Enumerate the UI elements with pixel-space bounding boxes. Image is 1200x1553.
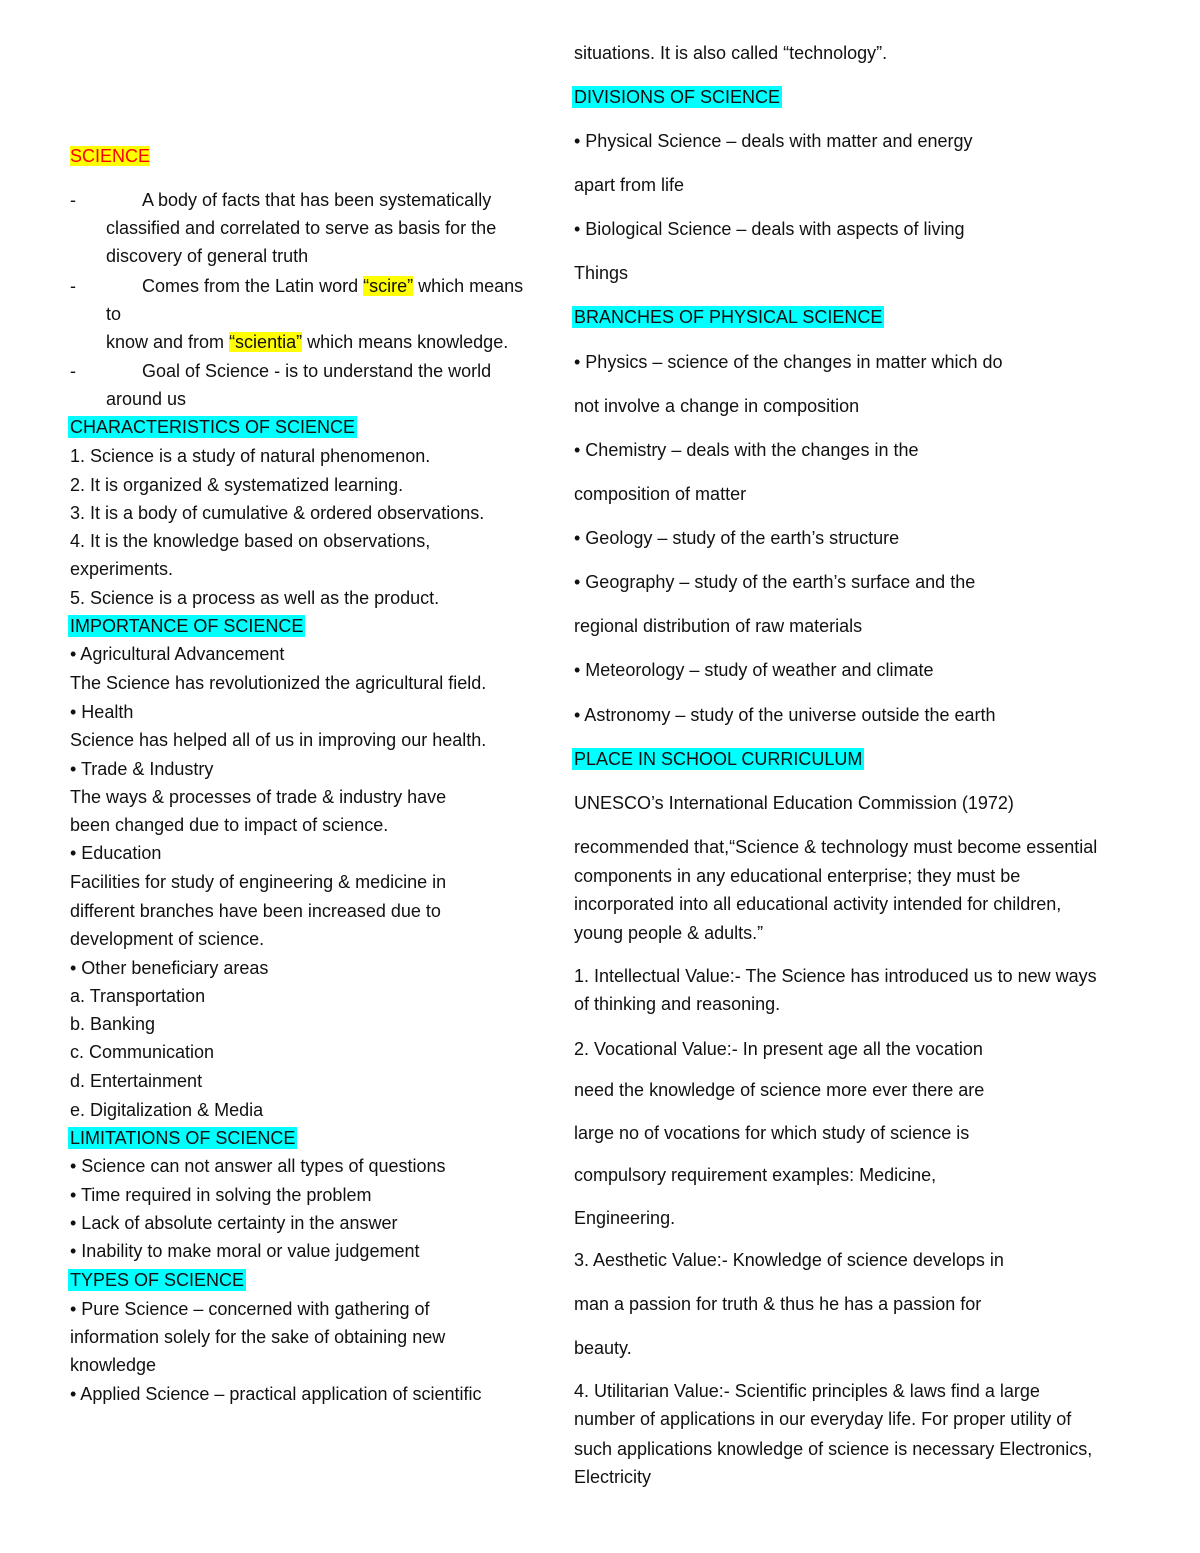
definition-line — [70, 187, 491, 213]
list-item: • Geology – study of the earth’s structure — [574, 528, 900, 548]
etymology-text: which means — [413, 276, 524, 296]
list-item: • Physics – science of the changes in matter which do — [574, 352, 1003, 372]
list-item: • Other beneficiary areas — [70, 958, 269, 978]
list-item: • Trade & Industry — [70, 759, 214, 779]
section-heading: PLACE IN SCHOOL CURRICULUM — [574, 749, 863, 769]
paragraph-line: situations. It is also called “technology”. — [574, 43, 888, 63]
list-item: Facilities for study of engineering & medicine in — [70, 872, 447, 892]
list-item: regional distribution of raw materials — [574, 616, 863, 636]
list-dash: - — [70, 361, 76, 381]
highlighted-word-scientia: “scientia” — [229, 332, 303, 352]
importance-heading — [70, 613, 305, 639]
paragraph-line: recommended that,“Science & technology must become essential — [574, 837, 1098, 857]
science-title-text: SCIENCE — [70, 146, 151, 166]
etymology-line — [106, 329, 508, 355]
list-item: Science has helped all of us in improving our health. — [70, 730, 487, 750]
section-heading: BRANCHES OF PHYSICAL SCIENCE — [574, 307, 883, 327]
definition-text: classified and correlated to serve as basis for the — [106, 218, 497, 238]
list-item: • Education — [70, 843, 162, 863]
list-item: • Health — [70, 702, 134, 722]
list-dash: - — [70, 276, 76, 296]
paragraph-line: number of applications in our everyday life. For proper utility of — [574, 1409, 1072, 1429]
list-item: The ways & processes of trade & industry have — [70, 787, 447, 807]
paragraph-line: Electricity — [574, 1467, 652, 1487]
list-item: • Lack of absolute certainty in the answer — [70, 1213, 398, 1233]
list-item: • Pure Science – concerned with gathering of — [70, 1299, 430, 1319]
list-item: 5. Science is a process as well as the product. — [70, 588, 440, 608]
branches-heading — [574, 304, 884, 330]
paragraph-line: man a passion for truth & thus he has a passion for — [574, 1294, 982, 1314]
paragraph-line: incorporated into all educational activity intended for children, — [574, 894, 1062, 914]
science-title — [70, 143, 150, 169]
paragraph-line: large no of vocations for which study of science is — [574, 1123, 970, 1143]
list-item: 2. It is organized & systematized learning. — [70, 475, 404, 495]
list-item: b. Banking — [70, 1014, 156, 1034]
list-item: development of science. — [70, 929, 265, 949]
paragraph-line: such applications knowledge of science is necessary Electronics, — [574, 1439, 1093, 1459]
list-item: • Biological Science – deals with aspects of living — [574, 219, 965, 239]
paragraph-line: 3. Aesthetic Value:- Knowledge of science develops in — [574, 1250, 1004, 1270]
section-heading: DIVISIONS OF SCIENCE — [574, 87, 781, 107]
list-item: experiments. — [70, 559, 174, 579]
list-item: 3. It is a body of cumulative & ordered observations. — [70, 503, 485, 523]
list-item: been changed due to impact of science. — [70, 815, 389, 835]
goal-text: Goal of Science - is to understand the world — [142, 361, 492, 381]
list-item: not involve a change in composition — [574, 396, 860, 416]
list-item: Things — [574, 263, 629, 283]
list-item: different branches have been increased due to — [70, 901, 441, 921]
paragraph-line: 2. Vocational Value:- In present age all the vocation — [574, 1039, 983, 1059]
list-item: • Applied Science – practical application of scientific — [70, 1384, 482, 1404]
list-item: c. Communication — [70, 1042, 215, 1062]
list-item: knowledge — [70, 1355, 157, 1375]
paragraph-line: young people & adults.” — [574, 923, 764, 943]
etymology-line — [70, 273, 523, 299]
section-heading: TYPES OF SCIENCE — [70, 1270, 245, 1290]
paragraph-line: beauty. — [574, 1338, 632, 1358]
highlighted-word-scire: “scire” — [363, 276, 414, 296]
paragraph-line: components in any educational enterprise; they must be — [574, 866, 1021, 886]
section-heading: CHARACTERISTICS OF SCIENCE — [70, 417, 356, 437]
divisions-heading — [574, 84, 782, 110]
goal-line — [70, 358, 491, 384]
list-item: • Chemistry – deals with the changes in the — [574, 440, 919, 460]
list-item: The Science has revolutionized the agricultural field. — [70, 673, 487, 693]
list-item: • Agricultural Advancement — [70, 644, 285, 664]
paragraph-line: 1. Intellectual Value:- The Science has introduced us to new ways — [574, 966, 1097, 986]
list-item: • Time required in solving the problem — [70, 1185, 372, 1205]
list-item: • Science can not answer all types of questions — [70, 1156, 446, 1176]
etymology-text: to — [106, 304, 122, 324]
characteristics-heading — [70, 414, 357, 440]
etymology-text: Comes from the Latin word — [142, 276, 364, 296]
list-item: a. Transportation — [70, 986, 206, 1006]
paragraph-line: need the knowledge of science more ever there are — [574, 1080, 985, 1100]
list-item: 1. Science is a study of natural phenomenon. — [70, 446, 431, 466]
etymology-text: which means knowledge. — [302, 332, 509, 352]
types-heading — [70, 1267, 246, 1293]
section-heading: LIMITATIONS OF SCIENCE — [70, 1128, 296, 1148]
list-item: • Meteorology – study of weather and climate — [574, 660, 934, 680]
list-item: • Astronomy – study of the universe outside the earth — [574, 705, 996, 725]
paragraph-line: compulsory requirement examples: Medicine, — [574, 1165, 937, 1185]
paragraph-line: Engineering. — [574, 1208, 676, 1228]
list-dash: - — [70, 190, 76, 210]
list-item: e. Digitalization & Media — [70, 1100, 264, 1120]
section-heading: IMPORTANCE OF SCIENCE — [70, 616, 304, 636]
list-item: 4. It is the knowledge based on observations, — [70, 531, 431, 551]
list-item: information solely for the sake of obtaining new — [70, 1327, 446, 1347]
list-item: composition of matter — [574, 484, 747, 504]
definition-text: A body of facts that has been systematically — [142, 190, 492, 210]
list-item: d. Entertainment — [70, 1071, 203, 1091]
etymology-text: know and from — [106, 332, 230, 352]
list-item: • Physical Science – deals with matter and energy — [574, 131, 973, 151]
list-item: • Inability to make moral or value judgement — [70, 1241, 420, 1261]
goal-text: around us — [106, 389, 187, 409]
list-item: • Geography – study of the earth’s surface and the — [574, 572, 976, 592]
paragraph-line: 4. Utilitarian Value:- Scientific principles & laws find a large — [574, 1381, 1040, 1401]
definition-text: discovery of general truth — [106, 246, 309, 266]
curriculum-heading — [574, 746, 864, 772]
list-item: apart from life — [574, 175, 685, 195]
paragraph-line: of thinking and reasoning. — [574, 994, 781, 1014]
paragraph-line: UNESCO’s International Education Commission (1972) — [574, 793, 1014, 813]
limitations-heading — [70, 1125, 297, 1151]
